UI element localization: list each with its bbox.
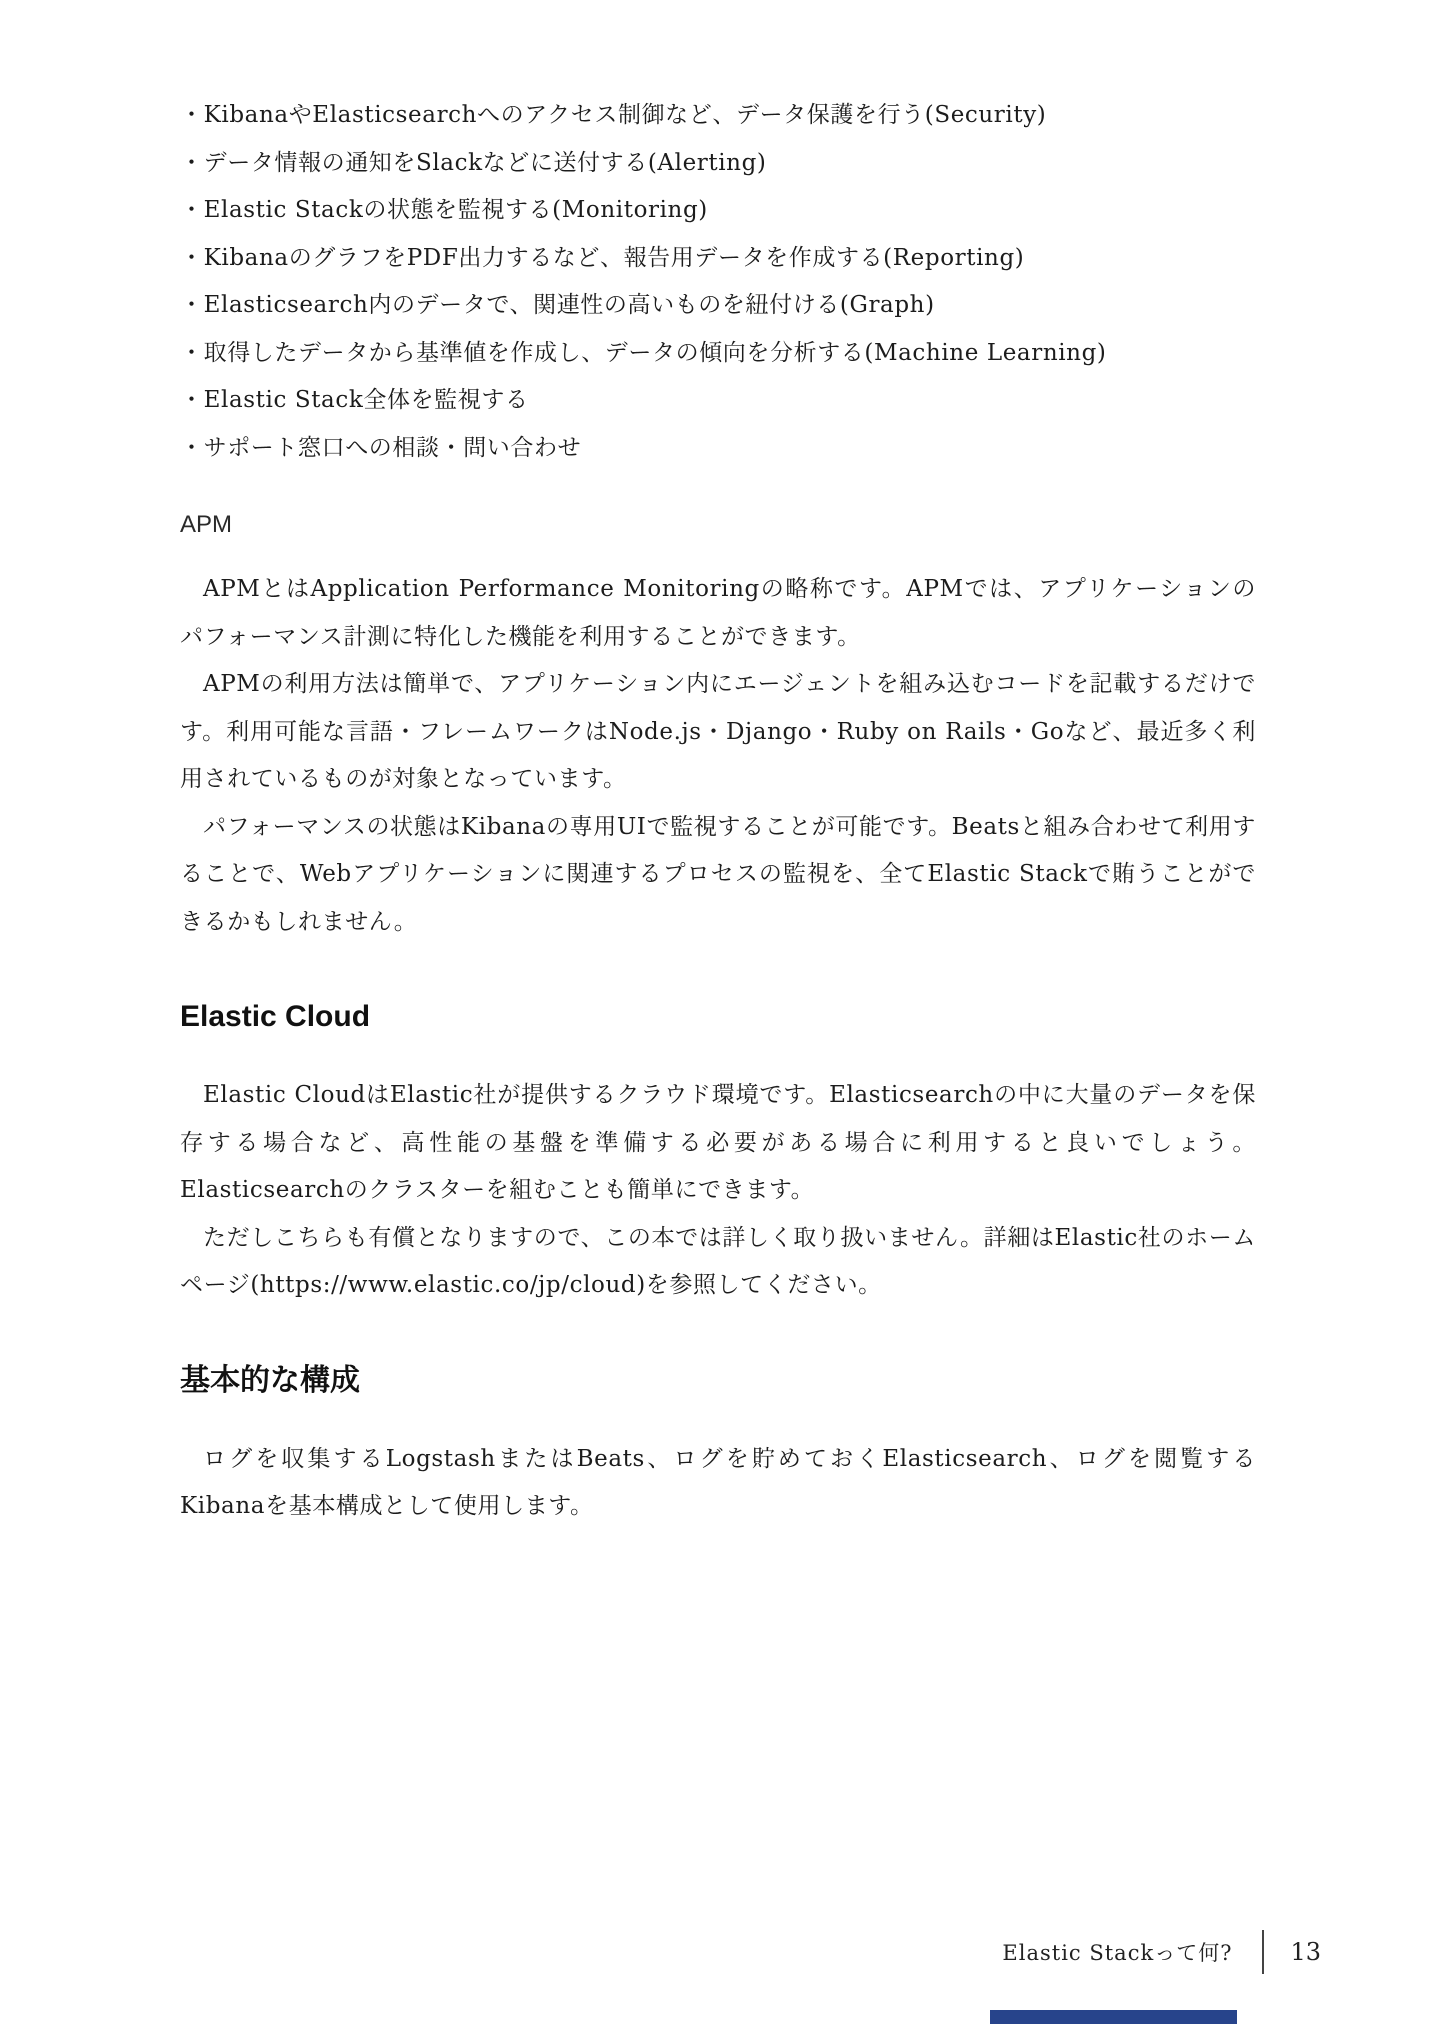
- chapter-edge-color-tab: [990, 2010, 1237, 2024]
- bullet-item: ・Elastic Stackの状態を監視する(Monitoring): [180, 197, 708, 223]
- elastic-cloud-paragraph: Elastic CloudはElastic社が提供するクラウド環境です。Elasticsearchの中に大量のデータを保存する場合など、高性能の基盤を準備する必要がある場合に利用すると良いでしょう。Elasticsearchのクラスターを組むことも簡単にできます。: [180, 1082, 1256, 1203]
- section-basic-config: [180, 1362, 1256, 1531]
- bullet-item: ・Elasticsearch内のデータで、関連性の高いものを紐付ける(Graph): [180, 292, 935, 318]
- bullet-item: ・サポート窓口への相談・問い合わせ: [180, 434, 582, 461]
- footer-chapter-title: Elastic Stackって何?: [1002, 1941, 1233, 1965]
- page-content: [180, 92, 1256, 1531]
- apm-paragraph: APMとはApplication Performance Monitoringの略称です。APMでは、アプリケーションのパフォーマンス計測に特化した機能を利用することができます。: [180, 576, 1256, 650]
- feature-bullet-list: [180, 92, 1256, 472]
- apm-paragraph: APMの利用方法は簡単で、アプリケーション内にエージェントを組み込むコードを記載するだけです。利用可能な言語・フレームワークはNode.js・Django・Ruby on Rails・Goなど、最近多く利用されているものが対象となっています。: [180, 671, 1256, 792]
- page-footer: [1002, 1930, 1321, 1974]
- footer-divider: [1262, 1930, 1264, 1974]
- bullet-item: ・Elastic Stack全体を監視する: [180, 387, 529, 413]
- elastic-cloud-paragraph: ただしこちらも有償となりますので、この本では詳しく取り扱いません。詳細はElastic社のホームページ(https://www.elastic.co/jp/cloud)を参照してください。: [180, 1224, 1256, 1298]
- basic-config-heading: 基本的な構成: [180, 1363, 360, 1397]
- basic-config-paragraph: ログを収集するLogstashまたはBeats、ログを貯めておくElasticsearch、ログを閲覧するKibanaを基本構成として使用します。: [180, 1445, 1256, 1519]
- elastic-cloud-heading: Elastic Cloud: [180, 1000, 371, 1033]
- bullet-item: ・KibanaやElasticsearchへのアクセス制御など、データ保護を行う(Security): [180, 102, 1047, 128]
- bullet-item: ・KibanaのグラフをPDF出力するなど、報告用データを作成する(Reporting): [180, 244, 1025, 271]
- bullet-item: ・取得したデータから基準値を作成し、データの傾向を分析する(Machine Learning): [180, 339, 1107, 366]
- footer-page-number: 13: [1290, 1938, 1321, 1966]
- section-apm: [180, 510, 1256, 946]
- apm-subheading: APM: [180, 511, 233, 538]
- apm-paragraph: パフォーマンスの状態はKibanaの専用UIで監視することが可能です。Beatsと組み合わせて利用することで、Webアプリケーションに関連するプロセスの監視を、全てElastic Stackで賄うことができるかもしれません。: [180, 813, 1256, 935]
- bullet-item: ・データ情報の通知をSlackなどに送付する(Alerting): [180, 149, 767, 176]
- section-elastic-cloud: [180, 998, 1256, 1310]
